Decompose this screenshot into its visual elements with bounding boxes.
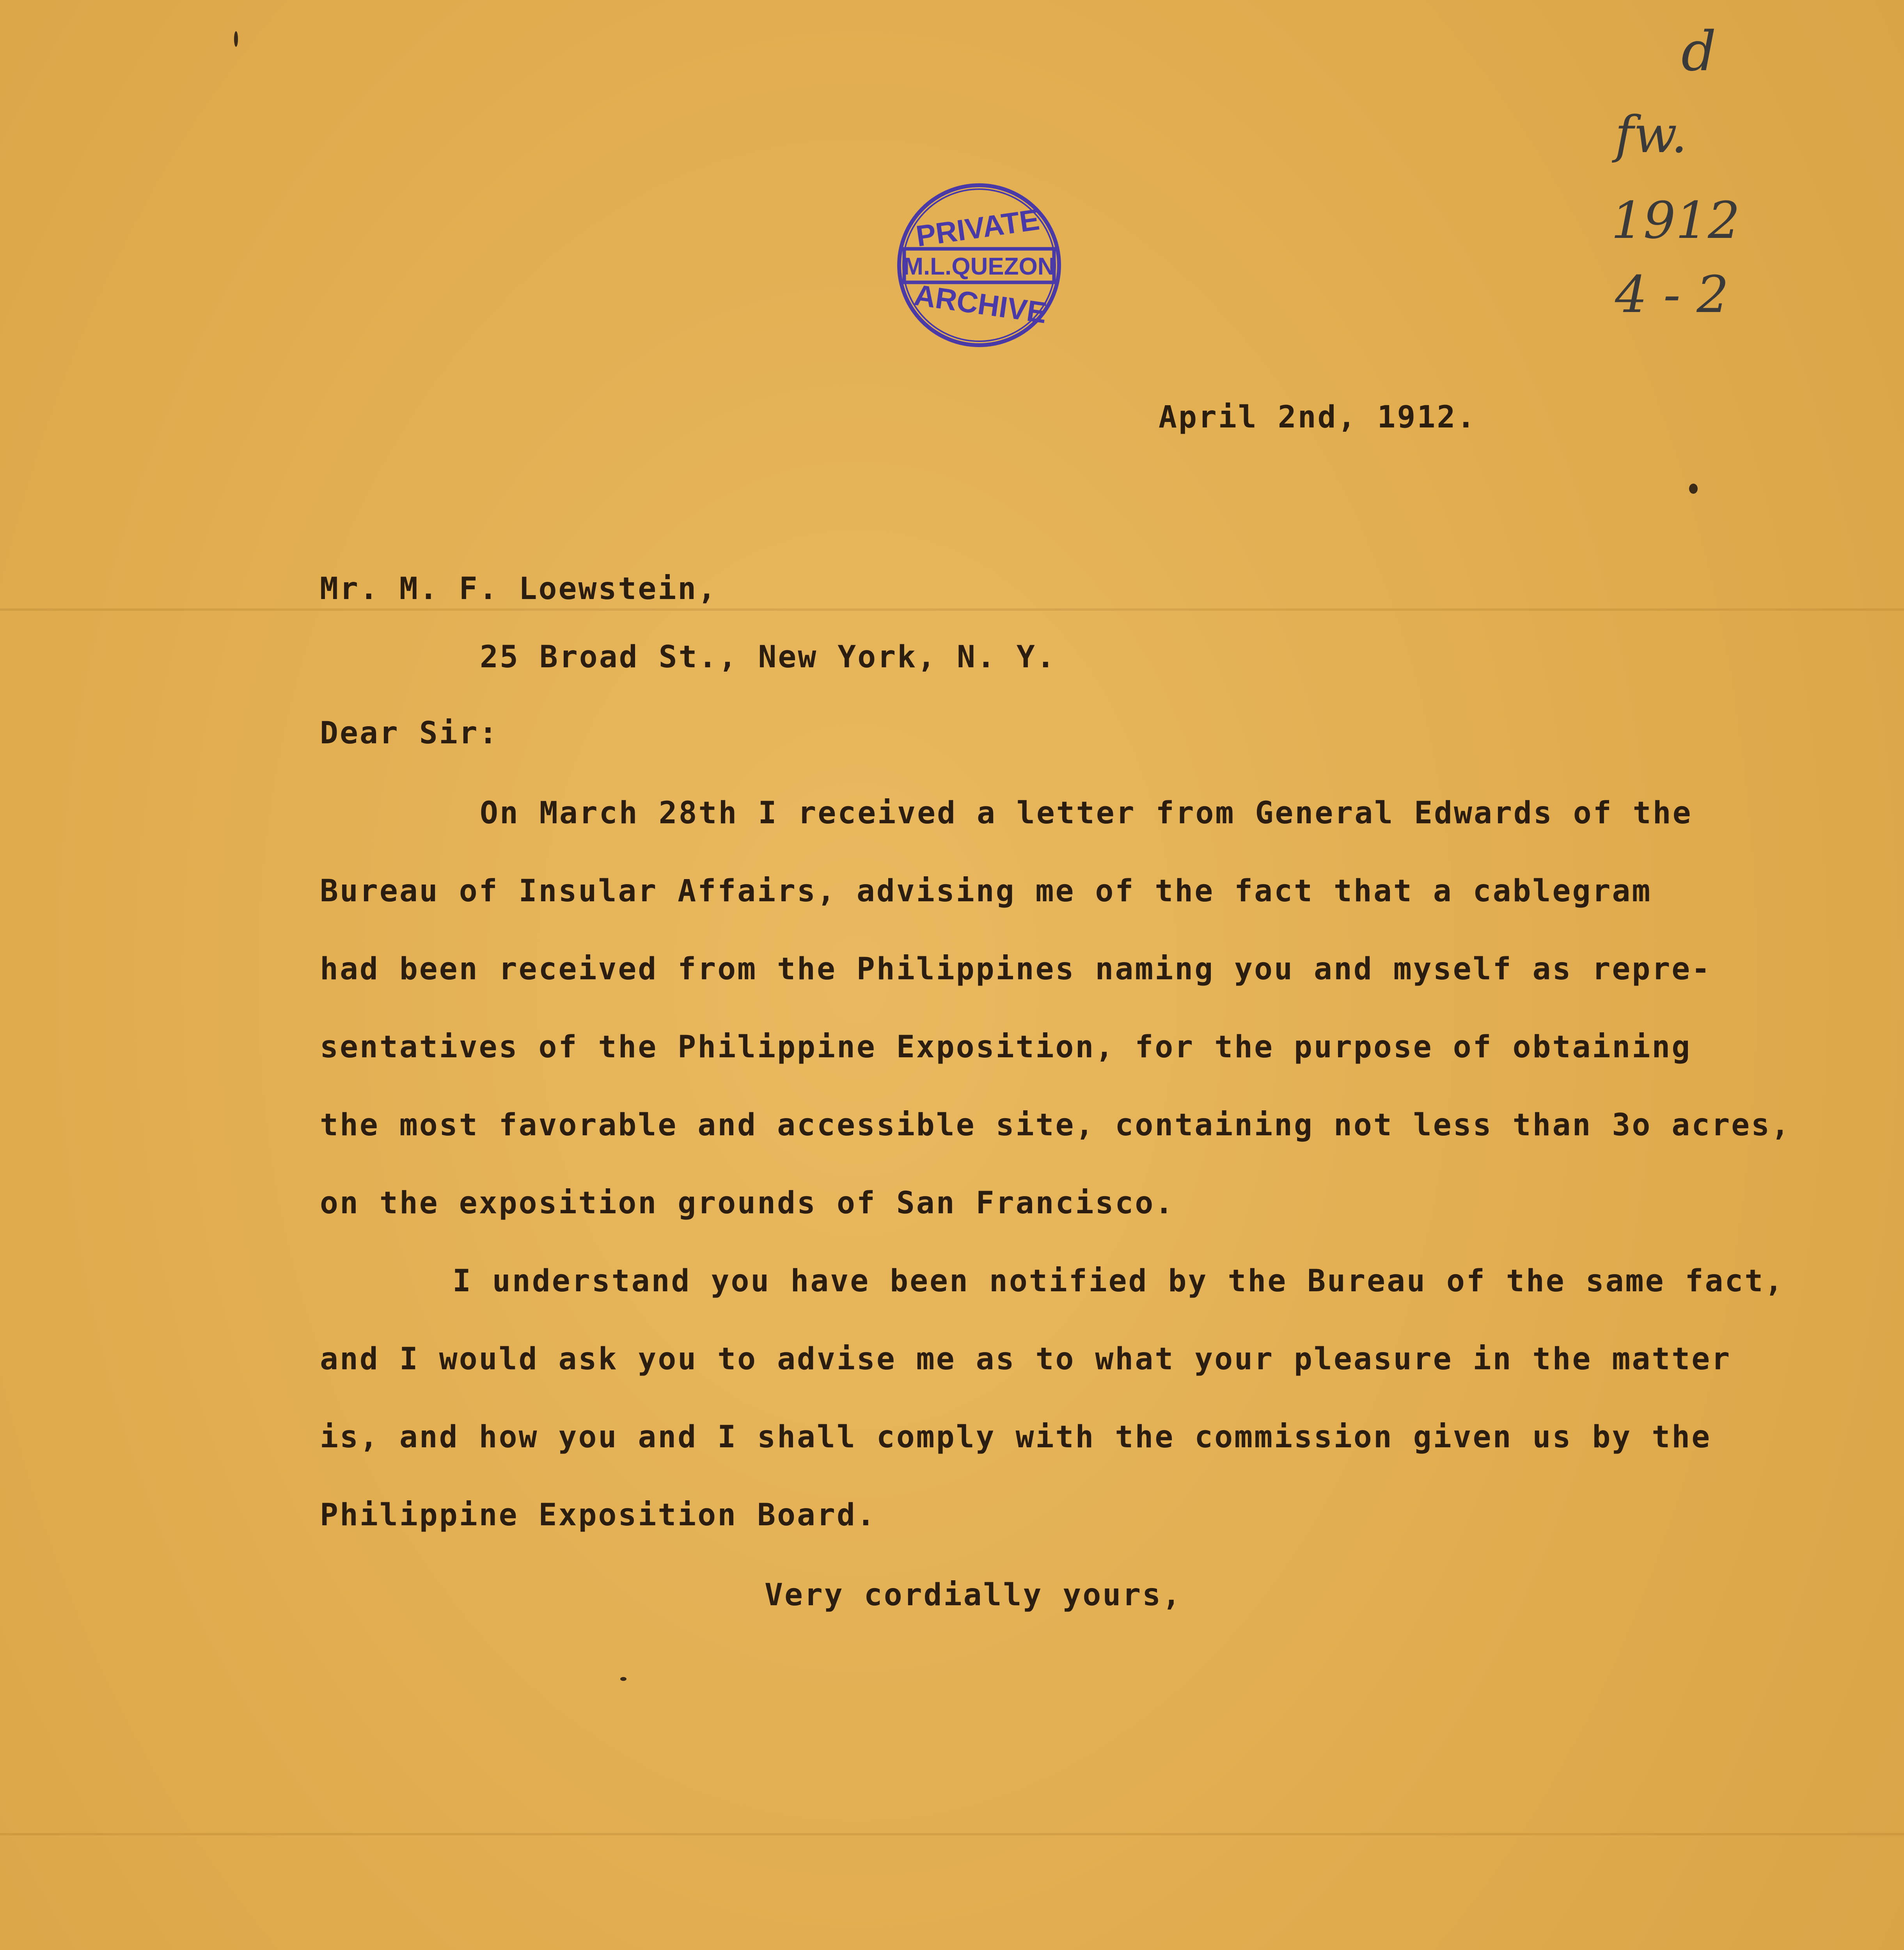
stamp-bottom-text: ARCHIVE — [912, 278, 1049, 330]
letter-date: April 2nd, 1912. — [1159, 400, 1477, 435]
body-line: is, and how you and I shall comply with the commission given us by the — [320, 1420, 1712, 1455]
handwritten-notes — [1592, 23, 1794, 328]
paper-fold — [0, 1833, 1904, 1835]
recipient-name: Mr. M. F. Loewstein, — [320, 571, 718, 606]
stamp-top-text: PRIVATE — [914, 203, 1042, 253]
paper-fold — [0, 608, 1904, 611]
body-line: and I would ask you to advise me as to what your pleasure in the matter — [320, 1342, 1732, 1377]
body-line: On March 28th I received a letter from General Edwards of the — [480, 796, 1693, 831]
recipient-address: 25 Broad St., New York, N. Y. — [480, 640, 1056, 675]
ink-speck — [234, 31, 238, 47]
stamp-center-text: M.L.QUEZON — [903, 253, 1055, 280]
salutation: Dear Sir: — [320, 716, 499, 751]
body-line: Philippine Exposition Board. — [320, 1498, 877, 1533]
handwritten-date: 4 - 2 — [1615, 265, 1729, 324]
handwritten-fw: fw. — [1615, 105, 1688, 164]
body-line: sentatives of the Philippine Exposition, for the purpose of obtaining — [320, 1030, 1692, 1065]
handwritten-year: 1912 — [1611, 191, 1740, 250]
closing: Very cordially yours, — [765, 1578, 1182, 1613]
body-line: on the exposition grounds of San Francisco. — [320, 1186, 1175, 1221]
body-line: I understand you have been notified by the Bureau of the same fact, — [452, 1264, 1785, 1299]
ink-speck — [1689, 484, 1698, 494]
body-line: the most favorable and accessible site, containing not less than 3o acres, — [320, 1108, 1791, 1143]
ink-speck — [620, 1677, 626, 1681]
handwritten-d: d — [1681, 23, 1716, 83]
archive-stamp — [893, 179, 1065, 351]
body-line: Bureau of Insular Affairs, advising me of the fact that a cablegram — [320, 874, 1652, 909]
body-line: had been received from the Philippines naming you and myself as repre- — [320, 952, 1712, 987]
